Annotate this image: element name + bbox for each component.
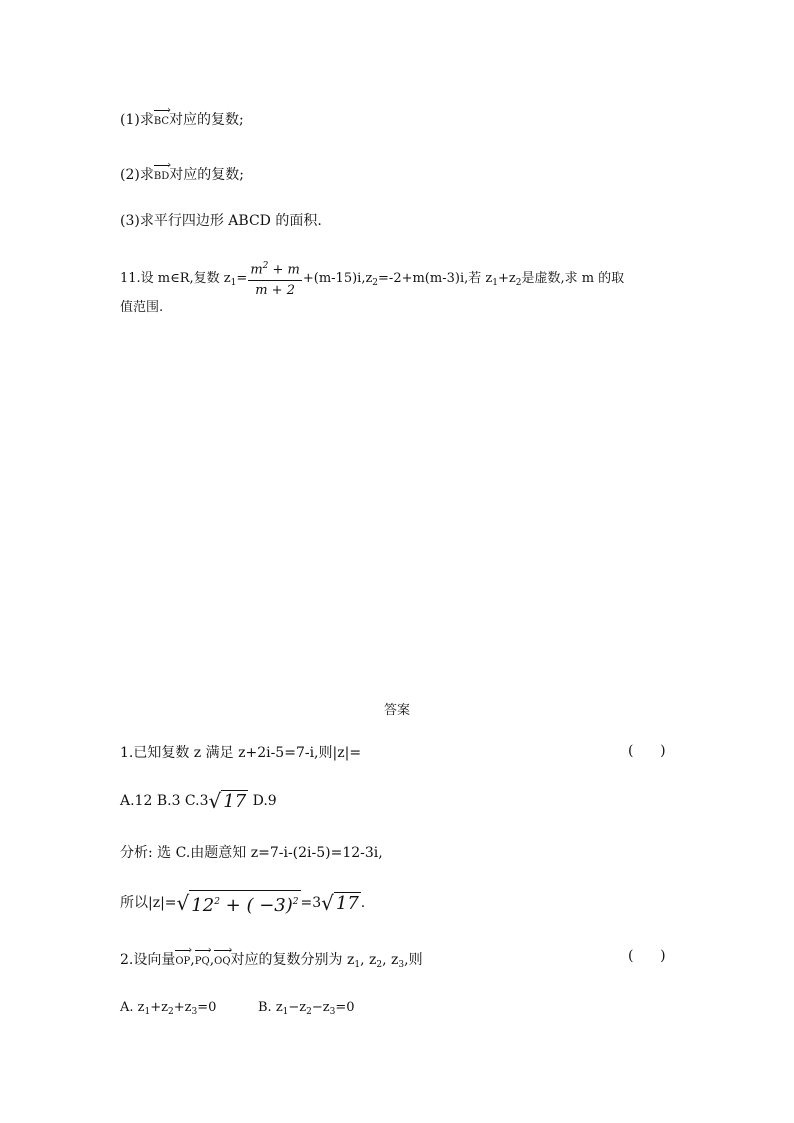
q2-prefix: 2.设向量 xyxy=(120,952,176,968)
answer1-analysis: 分析: 选 C.由题意知 z=7-i-(2i-5)=12-3i, xyxy=(120,845,383,861)
radicand-a: 12 xyxy=(191,895,215,916)
q10-part1 xyxy=(120,108,244,132)
answer1-result xyxy=(120,890,365,916)
num-rest: + m xyxy=(268,262,300,278)
result-prefix: 所以|z|= xyxy=(120,895,177,911)
answer2-option-b xyxy=(258,998,355,1022)
opt-a-prefix: A. z xyxy=(120,1000,145,1015)
q11-mid2: =-2+m(m-3)i,若 z xyxy=(378,271,493,287)
sqrt-17: √ 17 xyxy=(208,789,247,813)
vector-op: OP › xyxy=(175,948,190,972)
q10-part2 xyxy=(120,163,244,187)
vector-bd: BD › xyxy=(154,163,169,187)
vector-bc: BC › xyxy=(154,108,169,132)
q11-prefix: 11.设 m∈R,复数 z xyxy=(120,271,231,287)
vector-oq: OQ › xyxy=(214,948,230,972)
q2-text: 对应的复数分别为 z xyxy=(230,952,355,968)
q11-plus: +z xyxy=(497,271,516,287)
sqrt-17: √ 17 xyxy=(321,891,359,915)
options-text: A.12 B.3 C.3 xyxy=(120,793,209,809)
comma: , xyxy=(209,952,215,968)
q11-post: 是虚数,求 m 的取 xyxy=(521,271,625,287)
sup: 2 xyxy=(214,897,220,907)
sub: 3 xyxy=(329,1007,336,1017)
op: +z xyxy=(150,1000,168,1015)
q2-end: ,则 xyxy=(404,952,423,968)
q10-part2-text: 对应的复数; xyxy=(169,167,244,183)
q11-mid: +(m-15)i,z xyxy=(302,271,373,287)
sub: 2 xyxy=(306,1007,312,1017)
answer2-question xyxy=(120,948,423,975)
sub: 2 xyxy=(376,960,383,970)
opt-b-end: =0 xyxy=(335,1000,355,1015)
q10-part1-prefix: (1)求 xyxy=(120,112,154,128)
answer1-options xyxy=(120,790,277,812)
sub: 1 xyxy=(354,960,361,970)
answer2-option-a xyxy=(120,998,216,1022)
vector-pq: PQ › xyxy=(195,948,210,972)
comma: , xyxy=(190,952,195,968)
q11-line1 xyxy=(120,258,624,299)
answer1-question: 1.已知复数 z 满足 z+2i-5=7-i,则|z|= xyxy=(120,745,362,761)
period: . xyxy=(360,895,366,911)
radicand: 17 xyxy=(335,893,359,914)
sub: 1 xyxy=(144,1007,151,1017)
sub: 3 xyxy=(398,960,405,970)
op: +z xyxy=(173,1000,192,1015)
sub: 1 xyxy=(282,1007,289,1017)
answer1-paren: ( ) xyxy=(628,743,666,759)
radicand xyxy=(189,890,300,916)
option-d: D.9 xyxy=(248,793,277,809)
sub: 2 xyxy=(372,278,379,289)
sub: 1 xyxy=(492,278,498,289)
result-mid: =3 xyxy=(300,895,322,911)
answer2-paren: ( ) xyxy=(628,948,666,964)
sub: 1 xyxy=(230,278,237,289)
comma-z: , z xyxy=(360,952,377,968)
q10-part1-text: 对应的复数; xyxy=(169,112,244,128)
sqrt-expression: √ $12^2$ + ( −3)$^2$ xyxy=(176,891,299,916)
answers-heading: 答案 xyxy=(383,703,410,718)
sub: 3 xyxy=(191,1007,198,1017)
radicand-b: + ( −3) xyxy=(219,895,293,916)
opt-a-end: =0 xyxy=(197,1000,217,1015)
fraction xyxy=(248,258,302,299)
comma-z: , z xyxy=(382,952,399,968)
num-m: m xyxy=(250,262,263,278)
fraction-denominator: m + 2 xyxy=(255,283,295,299)
fraction-numerator xyxy=(248,258,302,281)
equals: = xyxy=(236,271,248,287)
sub: 2 xyxy=(515,278,522,289)
op: −z xyxy=(311,1000,330,1015)
sub: 2 xyxy=(168,1007,174,1017)
sup: 2 xyxy=(292,897,299,907)
radicand: 17 xyxy=(223,791,247,812)
num-sup: 2 xyxy=(262,261,269,271)
op: −z xyxy=(288,1000,307,1015)
opt-b-prefix: B. z xyxy=(258,1000,283,1015)
q11-line2: 值范围. xyxy=(120,300,164,315)
q10-part3: (3)求平行四边形 ABCD 的面积. xyxy=(120,213,322,229)
q10-part2-prefix: (2)求 xyxy=(120,167,154,183)
